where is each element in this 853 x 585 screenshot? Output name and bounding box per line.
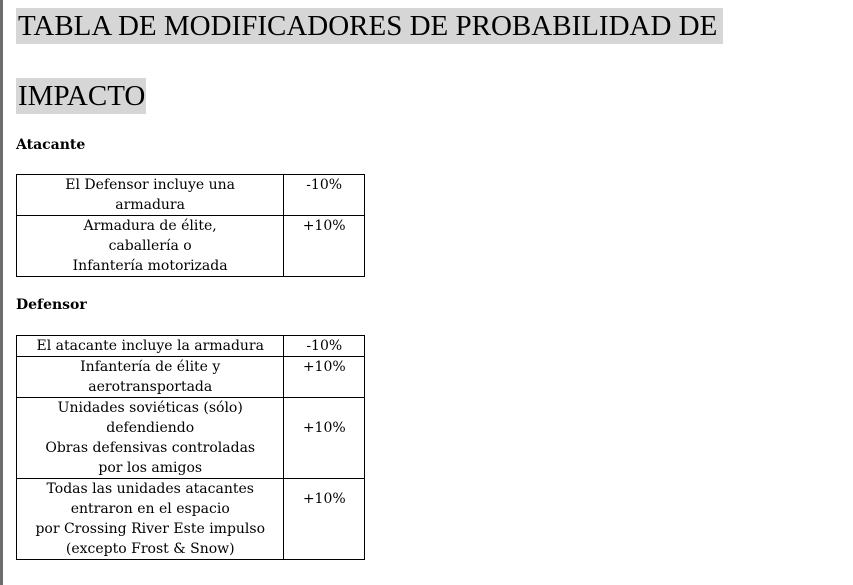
defender-modifiers-table <box>16 335 365 560</box>
modifier-value: +10% <box>284 479 365 560</box>
modifier-description: Infantería de élite y aerotransportada <box>17 357 284 398</box>
modifier-value: -10% <box>284 336 365 357</box>
modifier-description: El atacante incluye la armadura <box>17 336 284 357</box>
attacker-modifiers-table <box>16 174 365 277</box>
modifier-value: +10% <box>284 216 365 277</box>
modifier-description: Armadura de élite, caballería o Infantería motorizada <box>17 216 284 277</box>
modifier-value: +10% <box>284 398 365 479</box>
table-row <box>17 216 365 277</box>
page-title-line-1: TABLA DE MODIFICADORES DE PROBABILIDAD DE <box>16 8 723 44</box>
page-title-line-2: IMPACTO <box>18 80 146 112</box>
modifier-description: El Defensor incluye una armadura <box>17 175 284 216</box>
attacker-heading: Atacante <box>16 137 86 153</box>
table-row <box>17 479 365 560</box>
table-row <box>17 175 365 216</box>
table-row <box>17 398 365 479</box>
table-row <box>17 336 365 357</box>
modifier-value: -10% <box>284 175 365 216</box>
modifier-value: +10% <box>284 357 365 398</box>
table-row <box>17 357 365 398</box>
defender-heading: Defensor <box>16 297 87 313</box>
modifier-description: Unidades soviéticas (sólo) defendiendo Obras defensivas controladas por los amigos <box>17 398 284 479</box>
modifier-description: Todas las unidades atacantes entraron en el espacio por Crossing River Este impulso (excepto Frost & Snow) <box>17 479 284 560</box>
page-edge-bar <box>0 0 3 585</box>
